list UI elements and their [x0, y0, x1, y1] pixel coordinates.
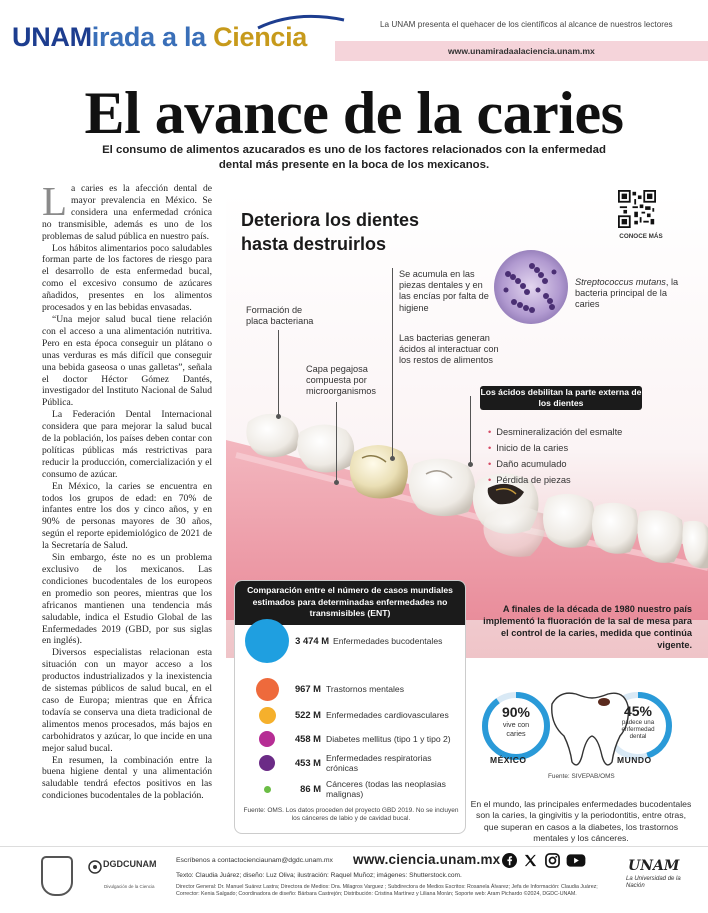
comparison-label [326, 753, 432, 773]
world-caption: padece una enfermedad dental [621, 719, 655, 741]
label-acumula: Se acumula en las piezas dentales y en las encías por falta de higiene [399, 269, 489, 313]
comparison-label [326, 779, 446, 799]
article-paragraph: En México, la caries se encuentra en todos los grupos de edad: en 70% de infantes entre los dos y cinco años, y en 90% de personas mayores de 30 años, según el reporte epidemiológico de 2021 de la Secretaría de Salud. [42, 480, 212, 552]
comparison-heading: Comparación entre el número de casos mundiales estimados para determinadas enfermedades no transmisibles (ENT) [235, 581, 465, 625]
bacteria-micrograph [494, 250, 568, 324]
website-link[interactable]: www.unamiradaalaciencia.unam.mx [448, 46, 595, 56]
label-acidos: Las bacterias generan ácidos al interactuar con los restos de alimentos [399, 333, 499, 366]
article-paragraph: En resumen, la combinación entre la buena higiene dental y una alimentación saludable tendrá efectos positivos en las condiciones bucodentales de la población. [42, 754, 212, 802]
bacteria-chains-icon [494, 250, 568, 324]
article-paragraph: Sin embargo, éste no es un problema exclusivo de los mexicanos. Las condiciones bucodentales de los europeos en promedio son peores, mientras que los africanos mantienen una tendencia más saludable, indica el Estudio Global de las Enfermedades 2019 (GBD, por sus siglas en inglés). [42, 552, 212, 647]
comparison-label [326, 734, 451, 744]
comparison-label-line: Enfermedades respiratorias [326, 753, 432, 763]
pointer-line [392, 268, 393, 458]
qr-label: CONOCE MÁS [619, 233, 663, 240]
article-paragraph: Los hábitos alimentarios poco saludables forman parte de los factores de riesgo para el desarrollo de esta enfermedad bucal, como el excesivo consumo de azúcares añadidos, presentes en los alimentos procesados y en las bebidas envasadas. [42, 242, 212, 314]
list-item: • Inicio de la caries [488, 440, 622, 456]
page-subtitle: El consumo de alimentos azucarados es uno de los factores relacionados con la enfermedad dental más presente en la boca de los mexicanos. [102, 144, 606, 171]
comparison-bubble [245, 619, 289, 663]
comparison-label [326, 710, 449, 720]
comparison-value: 86 M [300, 783, 321, 794]
comparison-panel [234, 580, 466, 834]
dgdc-subtitle: Divulgación de la Ciencia [104, 884, 155, 889]
pointer-line [336, 402, 337, 482]
list-item: • Daño acumulado [488, 456, 622, 472]
unamirada-logo[interactable]: UNAMirada a la Ciencia [12, 22, 308, 52]
footer-website-link[interactable]: www.ciencia.unam.mx [353, 852, 501, 867]
mexico-caption: vive con caries [502, 720, 530, 738]
credits: Texto: Claudia Juárez; diseño: Luz Oliva; ilustración: Raquel Muñoz; imágenes: Shutterstock.com. [176, 872, 462, 879]
qr-code-icon[interactable] [618, 190, 656, 228]
comparison-label-line: Enfermedades bucodentales [333, 636, 443, 646]
mexico-percentage: 90% [501, 704, 531, 720]
comparison-value: 3 474 M [295, 635, 329, 646]
comparison-value: 458 M [294, 733, 321, 744]
label-capa-pegajosa: Capa pegajosa compuesta por microorganismos [306, 364, 376, 397]
comparison-label-line: Trastornos mentales [326, 684, 405, 694]
stats-source: Fuente: SIVEPAB/OMS [548, 773, 615, 780]
youtube-icon[interactable] [566, 853, 586, 868]
comparison-label-line: Enfermedades cardiovasculares [326, 710, 449, 720]
comparison-value: 967 M [294, 683, 321, 694]
acid-effects-list [488, 424, 622, 488]
comparison-label [326, 684, 404, 694]
footer-divider [0, 846, 708, 847]
comparison-value: 522 M [294, 709, 321, 720]
x-twitter-icon[interactable] [523, 853, 538, 868]
tagline: La UNAM presenta el quehacer de los científicos al alcance de nuestros lectores [380, 20, 673, 29]
world-label: MUNDO [617, 755, 652, 765]
article-paragraph: Diversos especialistas relacionan esta situación con un mayor acceso a los productos industrializados y la inexistencia de sistemas públicos de salud bucal, en el caso de Europa; mientras que en África todavía se conserva una dieta tradicional de alimentos menos procesados, más bajos en carbohidratos y azúcar, lo que incide en una mejor salud bucal. [42, 647, 212, 754]
unam-seal-logo [41, 856, 73, 896]
article-body [42, 178, 212, 802]
pointer-line [470, 396, 471, 464]
comparison-bubble [259, 731, 275, 747]
unam-signature-subtitle: La Universidad de la Nación [626, 876, 681, 889]
world-diseases-note: En el mundo, las principales enfermedades bucodentales son la caries, la gingivitis y la periodontitis, entre otras, que superan en casos a la diabetes, los trastornos mentales y los cánceres. [470, 799, 692, 844]
comparison-bubble [259, 707, 276, 724]
page-title: El avance de la caries [84, 80, 624, 146]
list-item: • Desmineralización del esmalte [488, 424, 622, 440]
comparison-label-line: Cánceres (todas las neoplasias [326, 779, 446, 789]
dgdc-logo-icon [88, 860, 102, 874]
instagram-icon[interactable] [545, 853, 560, 868]
label-placa-bacteriana: Formación de placa bacteriana [246, 305, 314, 327]
comparison-bubble [259, 755, 275, 771]
pointer-line [278, 330, 279, 416]
contact-email[interactable]: Escríbenos a contactocienciaunam@dgdc.unam.mx [176, 857, 333, 864]
mexico-label: MÉXICO [490, 755, 527, 765]
world-percentage: 45% [623, 703, 653, 719]
infographic-title: Deteriora los dientes hasta destruirlos [241, 210, 420, 254]
comparison-value: 453 M [294, 757, 321, 768]
article-paragraph: La caries es la afección dental de mayor prevalencia en México. Se considera una enfermedad crónica no transmisible, además es uno de los problemas de salud pública en nuestro país. [42, 178, 212, 242]
streptococcus-caption: Streptococcus mutans, la bacteria principal de la caries [575, 277, 679, 310]
fluoridation-note: A finales de la década de 1980 nuestro país implementó la fluoración de la sal de mesa para el control de la caries, medida que continúa vigente. [483, 604, 692, 650]
unam-signature-logo: UNAM [628, 858, 680, 874]
comparison-bubble [256, 678, 279, 701]
list-item: • Pérdida de piezas [488, 472, 622, 488]
comparison-bubble [264, 786, 271, 793]
logo-swoosh-icon [256, 14, 346, 30]
article-paragraph: La Federación Dental Internacional considera que para mejorar la salud bucal de la población, los países deben contar con políticas públicas más restrictivas para reducir la producción, comercialización y el consumo de azúcar. [42, 409, 212, 480]
bug-icon [598, 698, 610, 706]
article-paragraph: “Una mejor salud bucal tiene relación con el acceso a una alimentación nutritiva. Pero en esta época conseguir un plátano o unas verduras es más difícil que conseguir una bebida gaseosa o unas galletas”, señala el doctor Héctor Gómez Dantés, investigador del Instituto Nacional de Salud Pública. [42, 313, 212, 409]
comparison-label-line: Diabetes mellitus (tipo 1 y tipo 2) [326, 734, 451, 744]
comparison-label-line: crónicas [326, 763, 358, 773]
comparison-label [333, 636, 442, 646]
acids-heading: Los ácidos debilitan la parte externa de los dientes [480, 387, 642, 408]
dgdc-logo: DGDCUNAM [103, 859, 157, 869]
comparison-label-line: malignas) [326, 789, 364, 799]
facebook-icon[interactable] [502, 853, 517, 868]
comparison-source-note: Fuente: OMS. Los datos proceden del proyecto GBD 2019. No se incluyen los cánceres de labio y de cavidad bucal. [243, 807, 459, 822]
directory: Director General: Dr. Manuel Suárez Lastra; Directora de Medios: Dra. Milagros Varguez ; Subdirectora de Medios Escritos: Rosanela Álvarez; Jefa de Información: Claudia Juárez; Corrector: Kenia Salgado; Coordinadora de diseño: Bárbara Castrejón; Distribución: Cristina Martínez y Liliana Morán; Soporte web: Aram Pichardo ©2024, DGDC-UNAM. [176, 884, 598, 897]
drop-cap: L [42, 178, 68, 224]
